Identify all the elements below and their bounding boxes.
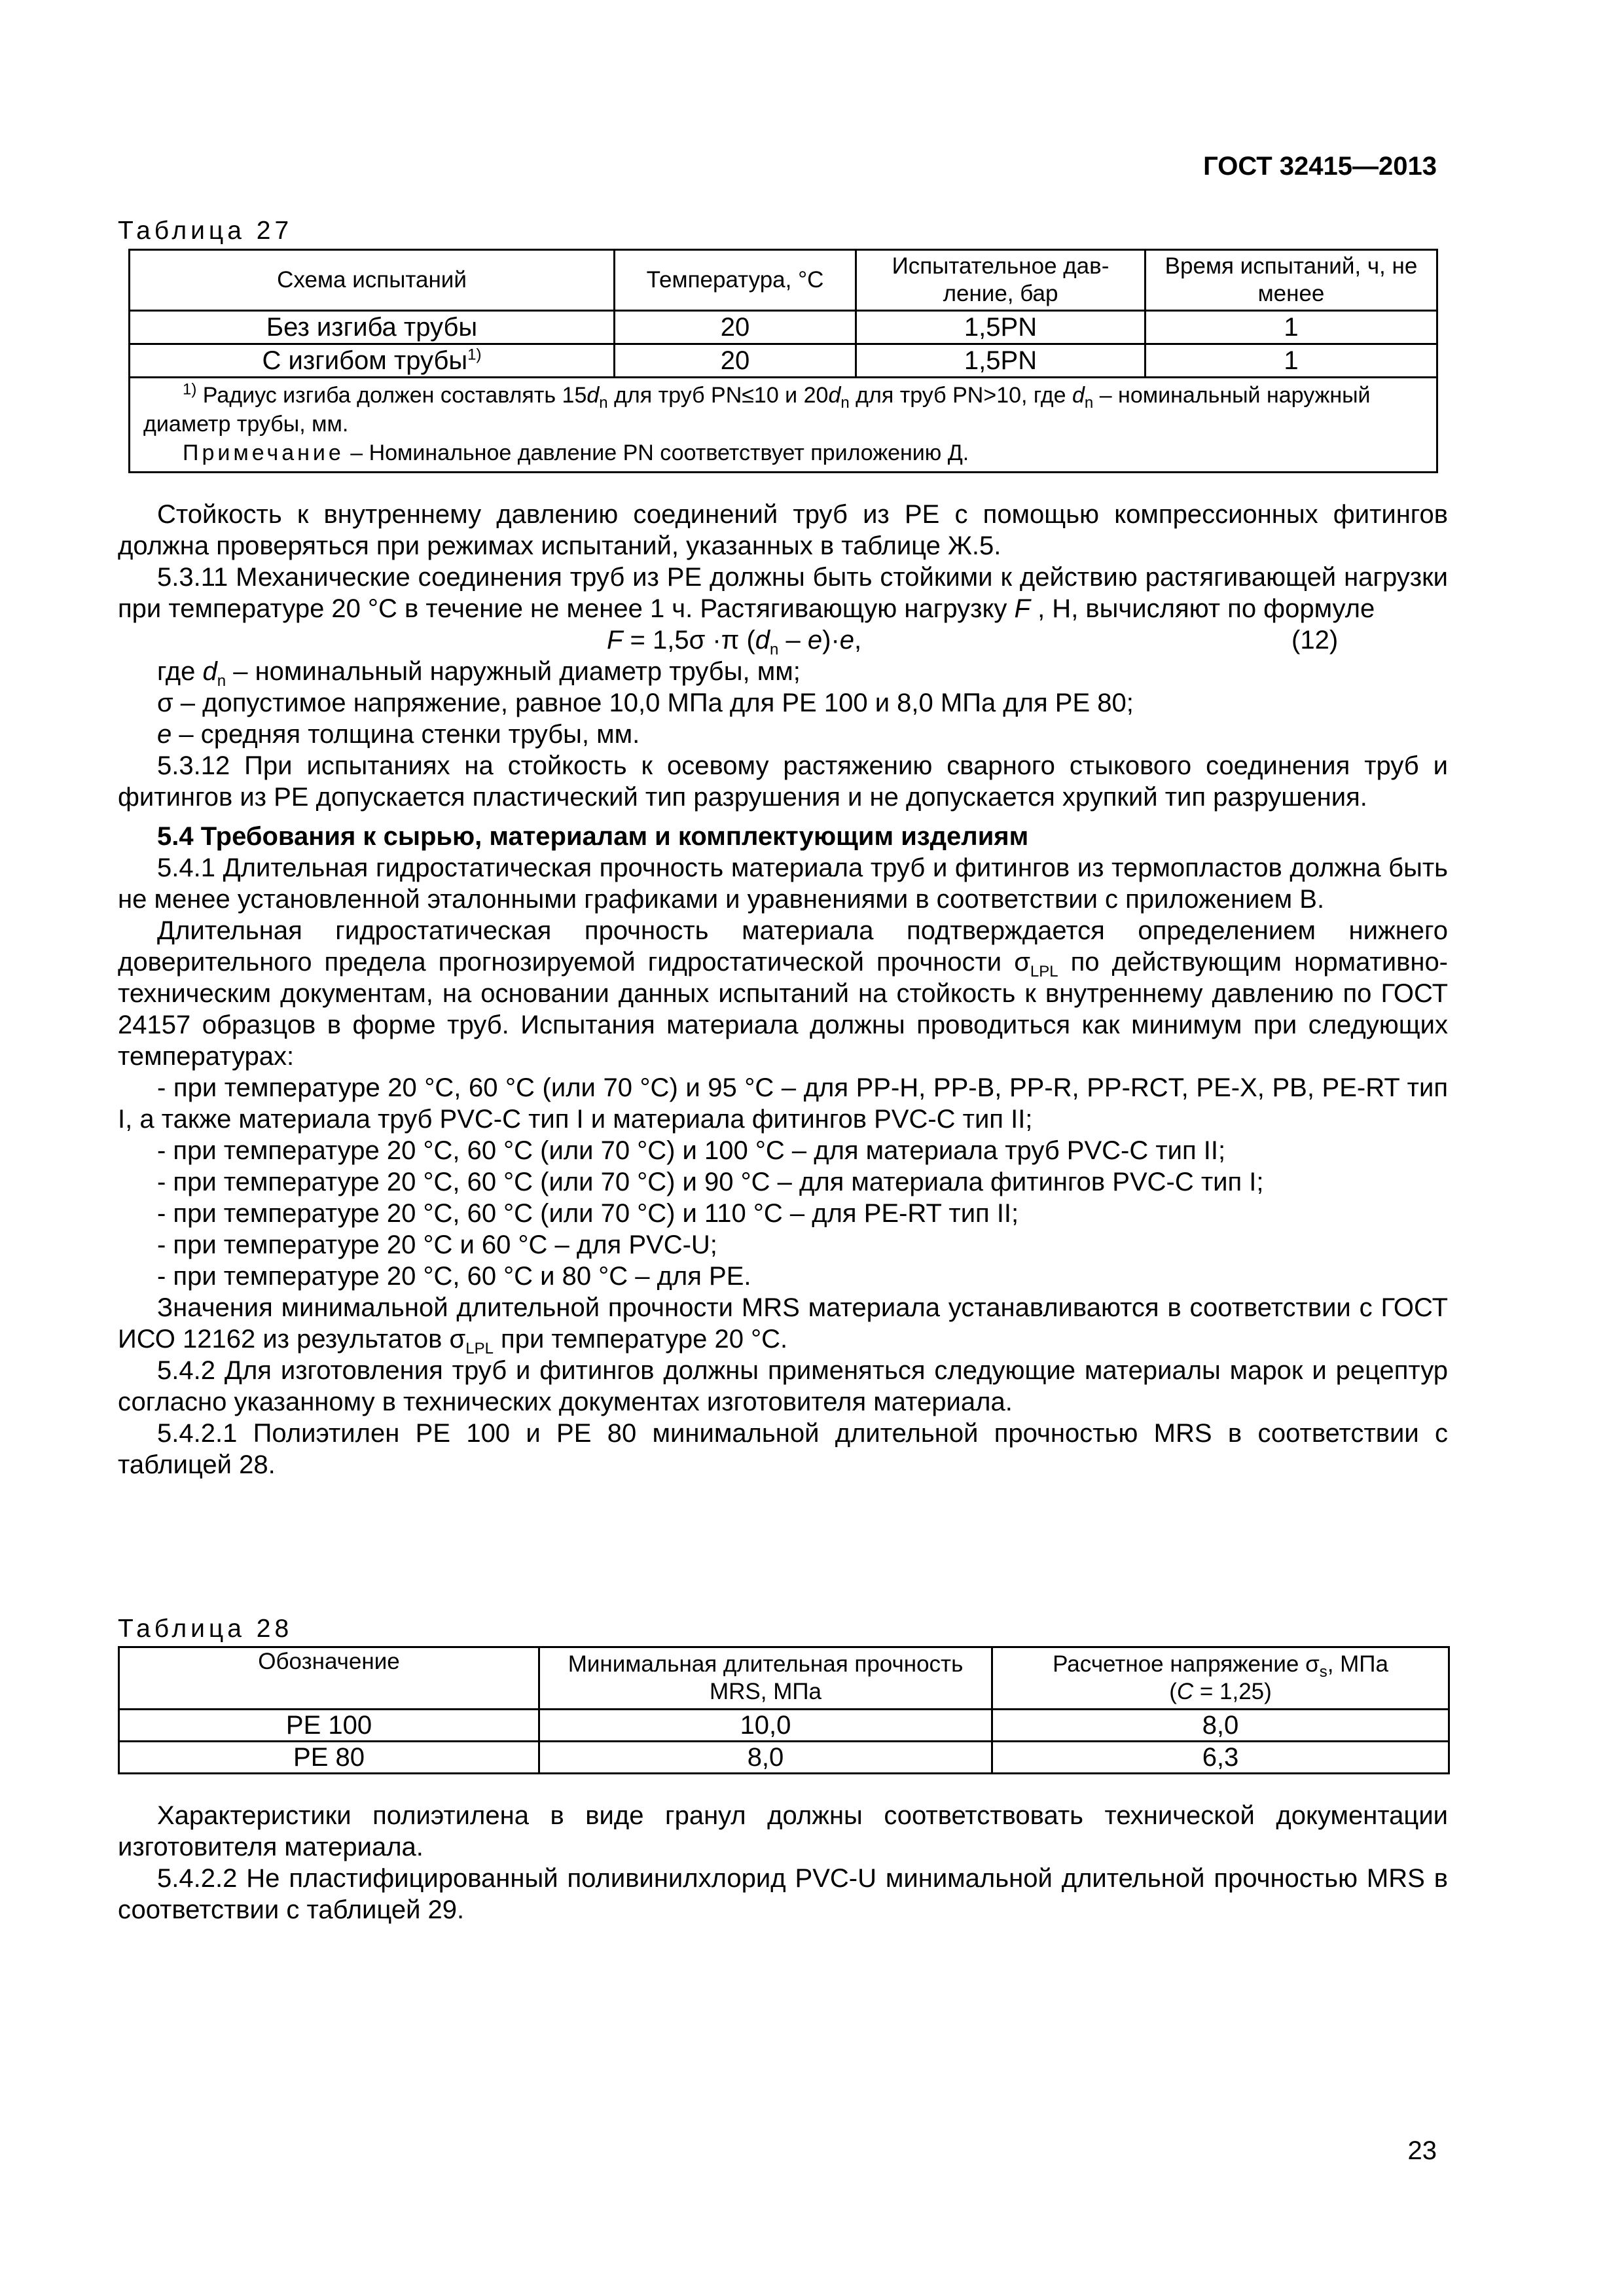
table-cell: PE 80 — [119, 1742, 539, 1774]
where-line: где $d_n$ – номинальный наружный диаметр трубы, мм; — [157, 657, 801, 690]
paragraph: 5.3.12 При испытаниях на стойкость к осевому растяжению сварного стыкового соединения труб и фитингов из PE допускается пластический тип разрушения и не допускается хрупкий тип разрушения. — [118, 751, 1448, 812]
table-28-caption: Таблица 28 — [118, 1615, 293, 1643]
where-line: e – средняя толщина стенки трубы, мм. — [157, 720, 640, 749]
paragraph: Характеристики полиэтилена в виде гранул должны соответствовать технической документации изготовителя материала. — [118, 1801, 1448, 1861]
table-header-row — [119, 1647, 1449, 1710]
table-footnote: $^{1)}$ Радиус изгиба должен составлять $15d_n$ для труб PN≤10 и $20d_n$ для труб PN>10, где $d_n$ – номинальный наружный диаметр трубы, мм. Примечание – Номинальное давление PN соответствует приложению Д. — [130, 378, 1437, 473]
list-item: - при температуре 20 °С и 60 °С – для PVC-U; — [157, 1230, 717, 1259]
paragraph: 5.4.2 Для изготовления труб и фитингов должны применяться следующие материалы марок и рецептур согласно указанному в технических документах изготовителя материала. — [118, 1356, 1448, 1416]
table-cell: 1 — [1146, 311, 1437, 344]
footnote-mark: 1) — [467, 346, 482, 364]
table-cell: 1,5PN — [856, 344, 1146, 378]
column-header: Обозначение — [119, 1647, 539, 1710]
section-heading: 5.4 Требования к сырью, материалам и комплектующим изделиям — [157, 822, 1029, 851]
table-row — [119, 1710, 1449, 1742]
paragraph: Значения минимальной длительной прочности MRS материала устанавливаются в соответствии с ГОСТ ИСО 12162 из результатов $\sigma_{LPL}$ при температуре 20 °С. — [118, 1293, 1448, 1357]
table-cell: 1,5PN — [856, 311, 1146, 344]
document-header: ГОСТ 32415—2013 — [1203, 152, 1437, 181]
table-28 — [118, 1646, 1450, 1774]
paragraph: Длительная гидростатическая прочность материала подтверждается определением нижнего доверительного предела прогнозируемой гидростатической прочности $\sigma_{LPL}$ по действующим нормативно-техническим документам, на основании данных испытаний на стойкость к внутреннему давлению по ГОСТ 24157 образцов в форме труб. Испытания материала должны проводиться как минимум при следующих температурах: — [118, 916, 1449, 1071]
table-cell: Без изгиба трубы — [130, 311, 615, 344]
table-cell: 1 — [1146, 344, 1437, 378]
table-cell: PE 100 — [119, 1710, 539, 1742]
where-line: σ – допустимое напряжение, равное 10,0 МПа для PE 100 и 8,0 МПа для PE 80; — [157, 689, 1134, 717]
column-header: Температура, °С — [615, 250, 856, 311]
table-row — [119, 1742, 1449, 1774]
column-header: Испытательное дав-ление, бар — [856, 250, 1146, 311]
table-cell: 8,0 — [992, 1710, 1449, 1742]
list-item: - при температуре 20 °С, 60 °С (или 70 °С) и 90 °С – для материала фитингов PVC-C тип I; — [157, 1168, 1264, 1196]
table-cell: 6,3 — [992, 1742, 1449, 1774]
paragraph: 5.4.2.1 Полиэтилен PE 100 и PE 80 минимальной длительной прочностью MRS в соответствии с таблицей 28. — [118, 1419, 1448, 1479]
column-header: Время испытаний, ч, не менее — [1146, 250, 1437, 311]
table-cell: 8,0 — [539, 1742, 992, 1774]
body-text-block — [118, 499, 1448, 1480]
column-header: Расчетное напряжение $\sigma_s$, МПа (C = 1,25) — [992, 1647, 1449, 1710]
list-item: - при температуре 20 °С, 60 °С (или 70 °С) и 100 °С – для материала труб PVC-C тип II; — [157, 1136, 1226, 1165]
list-item: - при температуре 20 °С, 60 °С и 80 °С – для PE. — [157, 1262, 751, 1291]
table-row — [130, 344, 1437, 378]
table-cell: 20 — [615, 311, 856, 344]
table-cell: 10,0 — [539, 1710, 992, 1742]
paragraph: Стойкость к внутреннему давлению соединений труб из PE с помощью компрессионных фитингов должна проверяться при режимах испытаний, указанных в таблице Ж.5. — [118, 500, 1448, 560]
paragraph: 5.4.1 Длительная гидростатическая прочность материала труб и фитингов из термопластов должна быть не менее установленной эталонными графиками и уравнениями в соответствии с приложением В. — [118, 853, 1448, 914]
table-note: Примечание – Номинальное давление PN соответствует приложению Д. — [183, 440, 969, 465]
table-cell: 20 — [615, 344, 856, 378]
paragraph: 5.4.2.2 Не пластифицированный поливинилхлорид PVC-U минимальной длительной прочностью MRS в соответствии с таблицей 29. — [118, 1864, 1448, 1924]
table-cell: С изгибом трубы$^{1)}$ — [130, 344, 615, 378]
column-header: Минимальная длительная прочность MRS, МПа — [539, 1647, 992, 1710]
table-header-row — [130, 250, 1437, 311]
paragraph: 5.3.11 Механические соединения труб из PE должны быть стойкими к действию растягивающей нагрузки при температуре 20 °С в течение не менее 1 ч. Растягивающую нагрузку F , Н, вычисляют по формуле — [118, 563, 1448, 623]
body-text-block-after — [118, 1800, 1448, 1926]
table-27-caption: Таблица 27 — [118, 217, 293, 245]
column-header: Схема испытаний — [130, 250, 615, 311]
list-item: - при температуре 20 °С, 60 °С (или 70 °С) и 95 °С – для PP-H, PP-B, PP-R, PP-RCT, PE-X, PB, PE-RT тип I, а также материала труб PVC-C тип I и материала фитингов PVC-C тип II; — [118, 1073, 1448, 1134]
formula-12: F = 1,5σ ·π $(d_n - e)\cdot e$, (12) — [607, 626, 1339, 658]
formula-number: (12) — [1291, 626, 1339, 655]
table-row — [130, 311, 1437, 344]
page-number: 23 — [1407, 2136, 1437, 2165]
table-27 — [128, 249, 1438, 473]
list-item: - при температуре 20 °С, 60 °С (или 70 °С) и 110 °С – для PE-RT тип II; — [157, 1199, 1019, 1228]
table-notes-row — [130, 378, 1437, 473]
